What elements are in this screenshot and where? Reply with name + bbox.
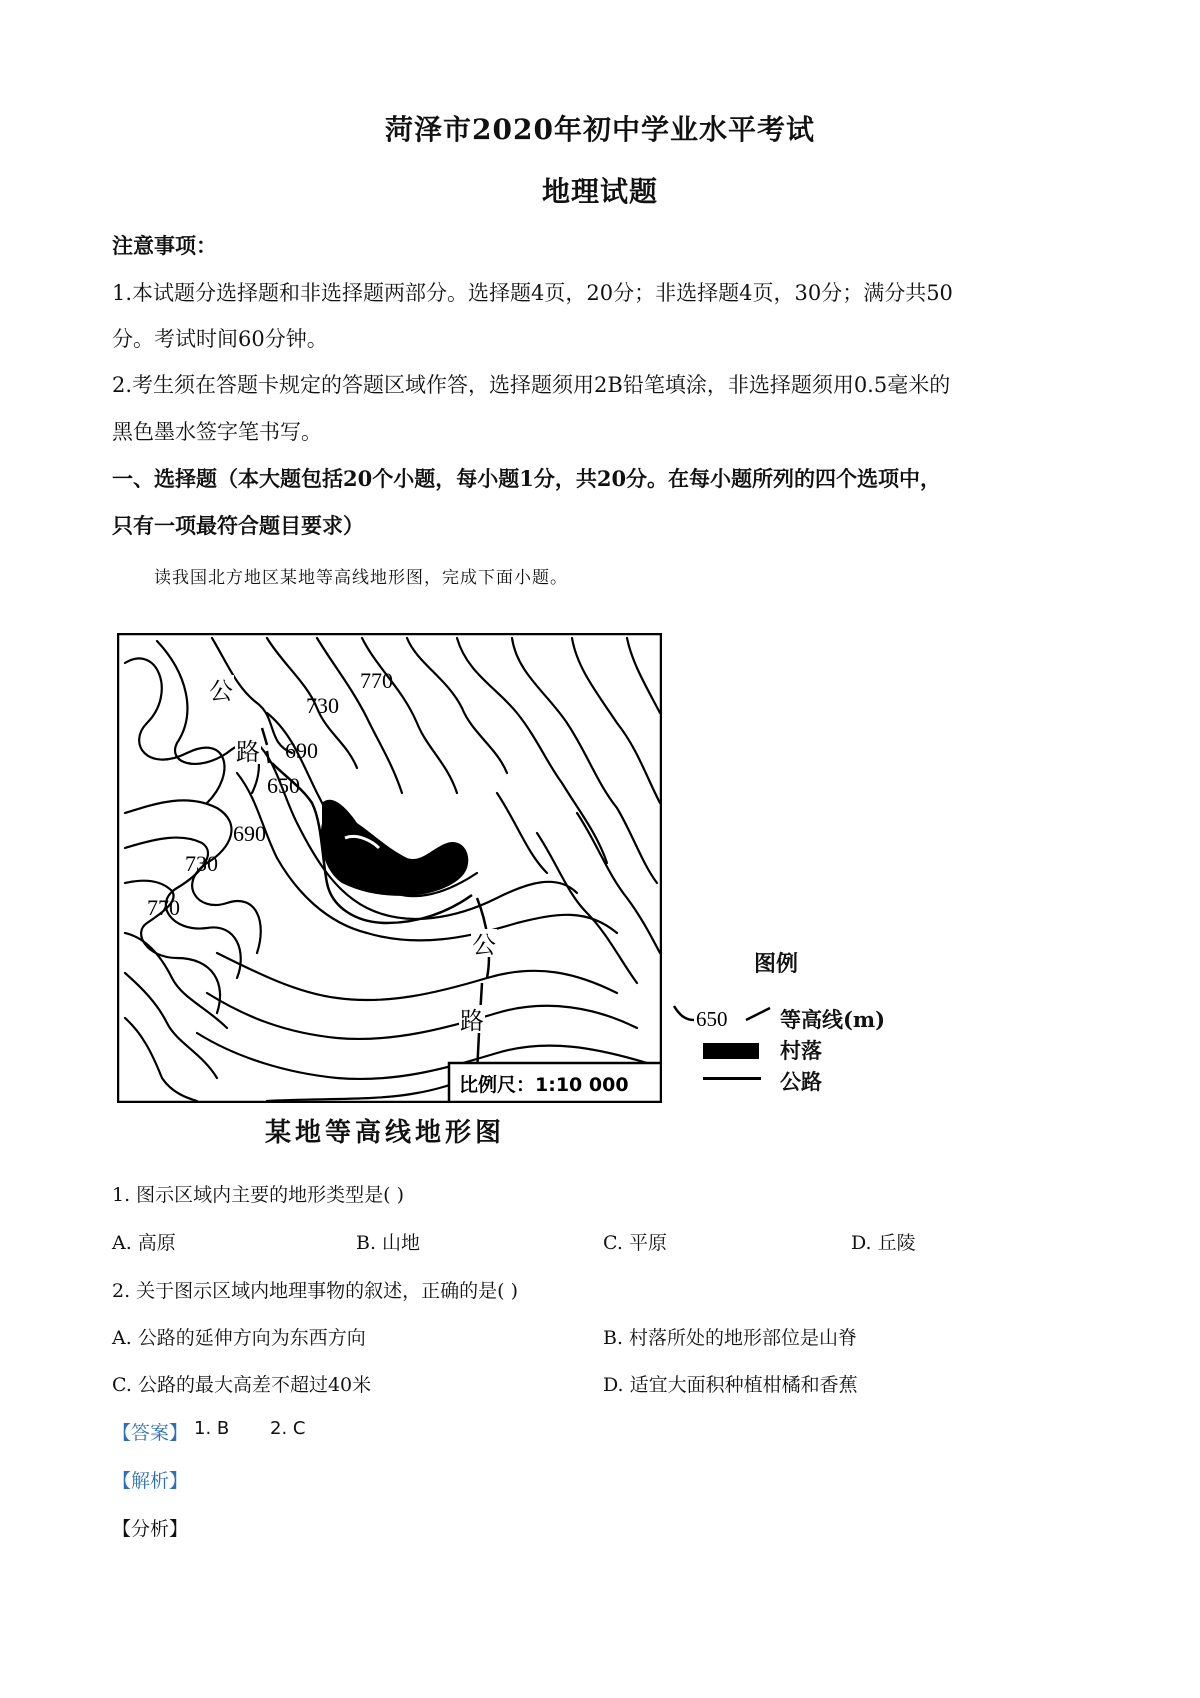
legend-road-symbol bbox=[703, 1077, 761, 1080]
contour-map bbox=[117, 633, 662, 1103]
question-1-option-a: A. 高原 bbox=[112, 1232, 176, 1254]
fenxi-tag: 【分析】 bbox=[112, 1518, 189, 1540]
road-label-top-2: 路 bbox=[236, 738, 260, 766]
page-subtitle: 地理试题 bbox=[541, 175, 658, 208]
contour-label-650: 650 bbox=[267, 773, 300, 798]
legend-title: 图例 bbox=[754, 951, 799, 977]
question-2-option-a: A. 公路的延伸方向为东西方向 bbox=[112, 1327, 366, 1349]
answer-1: 1. B bbox=[194, 1418, 230, 1439]
page-title: 菏泽市2020年初中学业水平考试 bbox=[385, 113, 815, 146]
road-label-bottom-2: 路 bbox=[460, 1007, 484, 1035]
question-1-stem: 1. 图示区域内主要的地形类型是( ) bbox=[112, 1184, 405, 1206]
contour-label-730-left: 730 bbox=[185, 851, 218, 876]
notice-item-2-line-1: 2.考生须在答题卡规定的答题区域作答，选择题须用2B铅笔填涂，非选择题须用0.5毫米的 bbox=[112, 373, 951, 397]
question-2-option-b: B. 村落所处的地形部位是山脊 bbox=[603, 1327, 858, 1349]
contour-label-770-top: 770 bbox=[360, 668, 393, 693]
legend-road-label: 公路 bbox=[780, 1069, 822, 1094]
contour-label-690-top: 690 bbox=[285, 738, 318, 763]
question-2-option-c: C. 公路的最大高差不超过40米 bbox=[112, 1374, 372, 1396]
contour-label-770-left: 770 bbox=[147, 895, 180, 920]
legend-contour-label: 等高线(m) bbox=[780, 1007, 886, 1032]
legend-village-label: 村落 bbox=[780, 1038, 822, 1063]
notice-item-1-line-1: 1.本试题分选择题和非选择题两部分。选择题4页，20分；非选择题4页，30分；满分共50 bbox=[112, 281, 953, 305]
analysis-tag: 【解析】 bbox=[112, 1470, 189, 1492]
question-1-option-c: C. 平原 bbox=[603, 1232, 667, 1254]
answer-2: 2. C bbox=[270, 1418, 306, 1439]
legend-contour-symbol bbox=[672, 998, 772, 1032]
notice-heading: 注意事项： bbox=[112, 233, 217, 258]
notice-item-2-line-2: 黑色墨水签字笔书写。 bbox=[112, 420, 322, 444]
legend-contour-value: 650 bbox=[696, 1007, 728, 1031]
contour-label-690-left: 690 bbox=[233, 821, 266, 846]
road-label-bottom-1: 公 bbox=[472, 931, 496, 959]
notice-item-1-line-2: 分。考试时间60分钟。 bbox=[112, 327, 328, 351]
question-1-option-b: B. 山地 bbox=[356, 1232, 421, 1254]
answer-tag: 【答案】 bbox=[112, 1422, 189, 1444]
section-heading-line-2: 只有一项最符合题目要求） bbox=[112, 513, 364, 538]
road-label-top-1: 公 bbox=[209, 677, 233, 705]
question-2-option-d: D. 适宜大面积种植柑橘和香蕉 bbox=[603, 1374, 858, 1396]
question-1-option-d: D. 丘陵 bbox=[851, 1232, 916, 1254]
contour-label-730-top: 730 bbox=[306, 693, 339, 718]
section-heading-line-1: 一、选择题（本大题包括20个小题，每小题1分，共20分。在每小题所列的四个选项中， bbox=[112, 466, 942, 491]
legend-village-symbol bbox=[703, 1043, 759, 1059]
question-2-stem: 2. 关于图示区域内地理事物的叙述，正确的是( ) bbox=[112, 1280, 519, 1302]
question-intro: 读我国北方地区某地等高线地形图，完成下面小题。 bbox=[154, 568, 568, 588]
map-caption: 某地等高线地形图 bbox=[265, 1118, 506, 1148]
scale-text: 比例尺：1:10 000 bbox=[459, 1074, 629, 1096]
